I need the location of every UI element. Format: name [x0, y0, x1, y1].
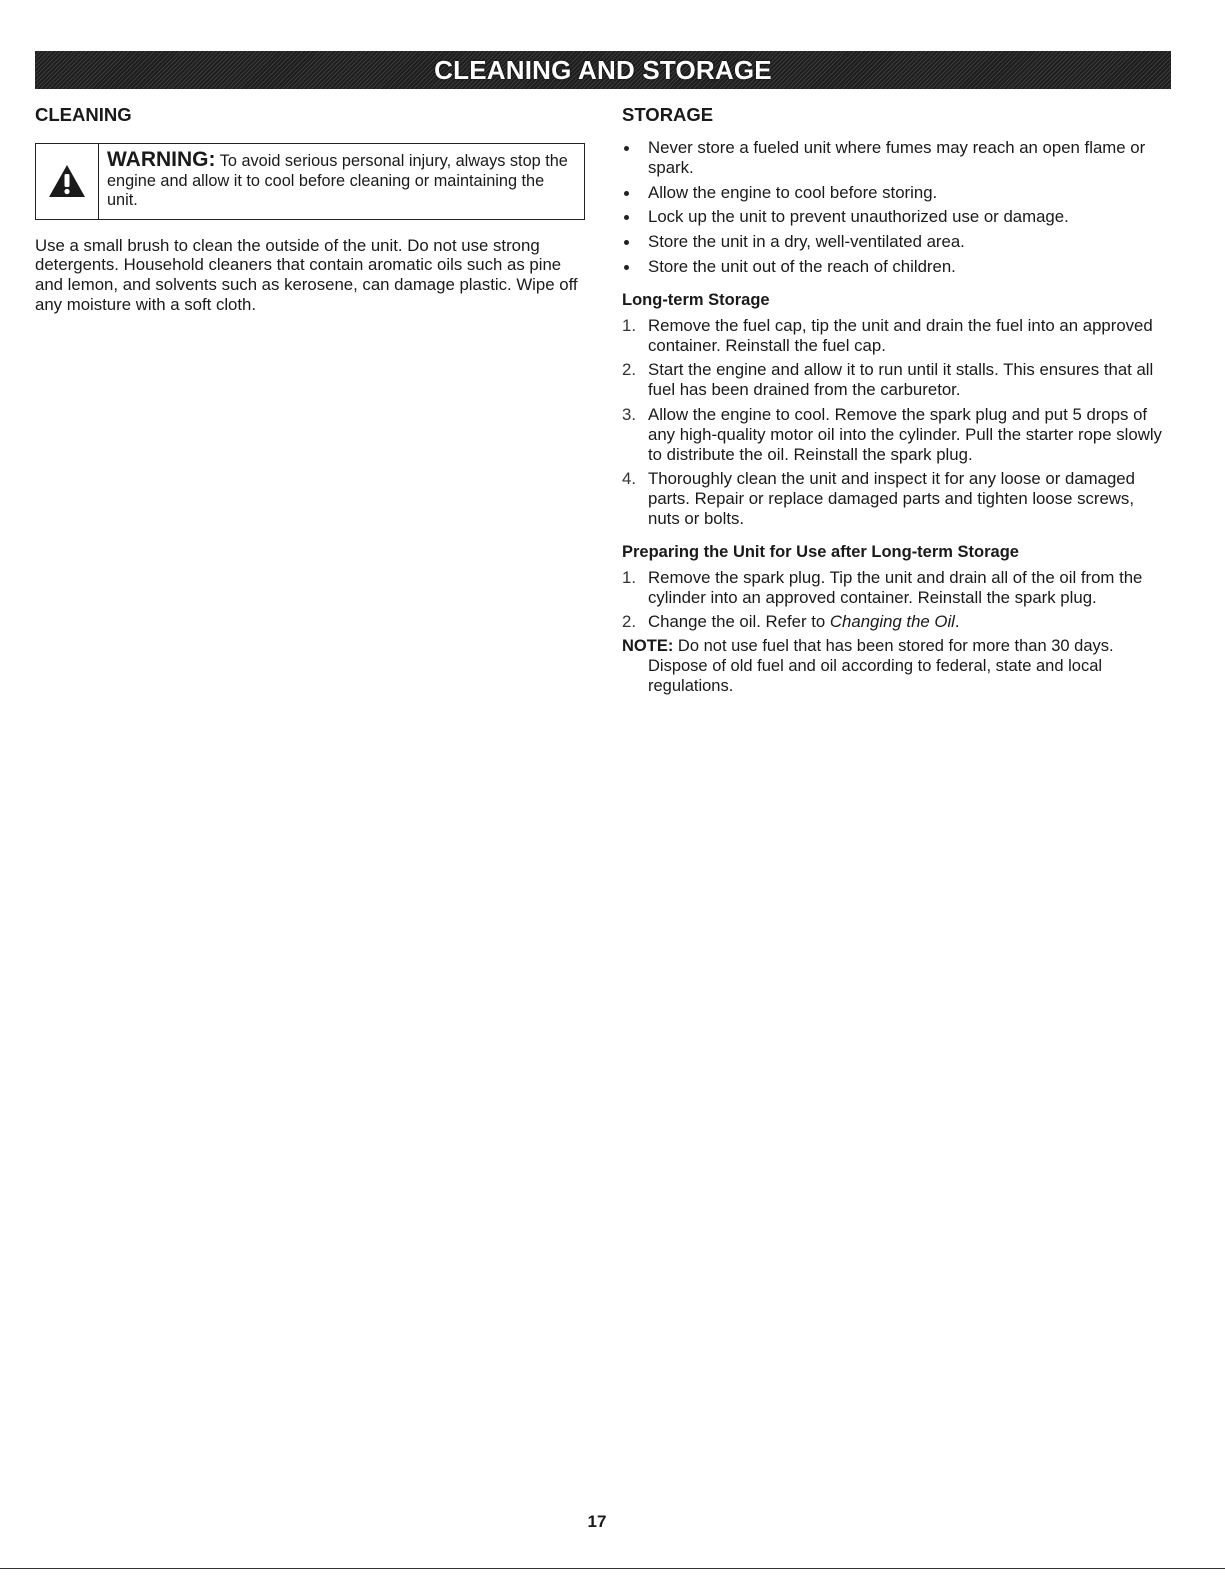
list-item — [622, 612, 1170, 632]
bullet-text: Lock up the unit to prevent unauthorized use or damage. — [648, 207, 1069, 227]
list-item — [622, 405, 1170, 464]
warning-message — [99, 144, 584, 219]
list-item — [622, 232, 1170, 252]
bullet-text: Allow the engine to cool before storing. — [648, 182, 938, 202]
page-number: 17 — [587, 1512, 607, 1531]
list-item — [622, 360, 1170, 400]
list-item — [622, 138, 1170, 178]
storage-bullet-list — [622, 138, 1170, 277]
long-term-storage-heading: Long-term Storage — [622, 290, 770, 309]
list-item — [622, 207, 1170, 227]
bullet-text: Never store a fueled unit where fumes may reach an open flame or spark. — [648, 138, 1146, 177]
long-term-steps — [622, 316, 1170, 529]
cleaning-paragraph: Use a small brush to clean the outside of the unit. Do not use strong detergents. Household cleaners that contain aromatic oils such as pine and lemon, and solvents such as kerosene, can damage plastic. Wipe off any moisture with a soft cloth. — [35, 235, 578, 314]
storage-note — [622, 637, 1170, 696]
bottom-divider — [0, 1568, 1225, 1569]
step-text-end: . — [954, 612, 960, 632]
step-number: 2. — [622, 612, 636, 632]
banner-title: CLEANING AND STORAGE — [434, 54, 772, 85]
step-text: Allow the engine to cool. Remove the spark plug and put 5 drops of any high-quality motor oil into the cylinder. Pull the starter rope slowly to distribute the oil. Reinstall the spark plug. — [648, 404, 1162, 464]
step-text: Remove the spark plug. Tip the unit and drain all of the oil from the cylinder into an approved container. Reinstall the spark plug. — [648, 567, 1143, 607]
warning-box — [35, 143, 585, 220]
preparing-unit-heading: Preparing the Unit for Use after Long-term Storage — [622, 542, 1019, 561]
step-text: Thoroughly clean the unit and inspect it for any loose or damaged parts. Repair or replace damaged parts and tighten loose screws, nuts or bolts. — [648, 469, 1135, 528]
step-number: 1. — [622, 315, 636, 335]
bullet-icon — [624, 240, 629, 245]
warning-label: WARNING: — [107, 148, 216, 171]
warning-text: To avoid serious personal injury, always stop the engine and allow it to cool before cleaning or maintaining the unit. — [107, 152, 568, 209]
list-item — [622, 257, 1170, 277]
bullet-icon — [624, 146, 629, 151]
list-item — [622, 469, 1170, 528]
bullet-text: Store the unit out of the reach of children. — [648, 256, 956, 276]
warning-icon-cell — [36, 144, 99, 219]
bullet-icon — [624, 265, 629, 270]
storage-heading: STORAGE — [622, 104, 714, 125]
step-text: Start the engine and allow it to run until it stalls. This ensures that all fuel has been drained from the carburetor. — [648, 360, 1154, 400]
step-text: Remove the fuel cap, tip the unit and drain the fuel into an approved container. Reinstall the fuel cap. — [648, 315, 1153, 355]
bullet-icon — [624, 215, 629, 220]
preparing-steps — [622, 568, 1170, 632]
cleaning-column — [35, 104, 590, 331]
step-number: 3. — [622, 404, 636, 424]
note-label: NOTE: — [622, 637, 674, 656]
bullet-text: Store the unit in a dry, well-ventilated area. — [648, 232, 965, 252]
list-item — [622, 183, 1170, 203]
list-item — [622, 568, 1170, 608]
cross-reference: Changing the Oil — [829, 612, 955, 632]
step-number: 2. — [622, 360, 636, 380]
note-text: Do not use fuel that has been stored for more than 30 days. Dispose of old fuel and oil according to federal, state and local regulations. — [648, 637, 1114, 695]
section-banner — [35, 51, 1171, 89]
storage-column — [622, 104, 1170, 697]
bullet-icon — [624, 191, 629, 196]
step-number: 4. — [622, 469, 636, 489]
warning-triangle-icon — [47, 163, 87, 199]
step-text: Change the oil. Refer to — [648, 612, 830, 632]
step-number: 1. — [622, 567, 636, 587]
list-item — [622, 316, 1170, 356]
cleaning-heading: CLEANING — [35, 104, 132, 125]
